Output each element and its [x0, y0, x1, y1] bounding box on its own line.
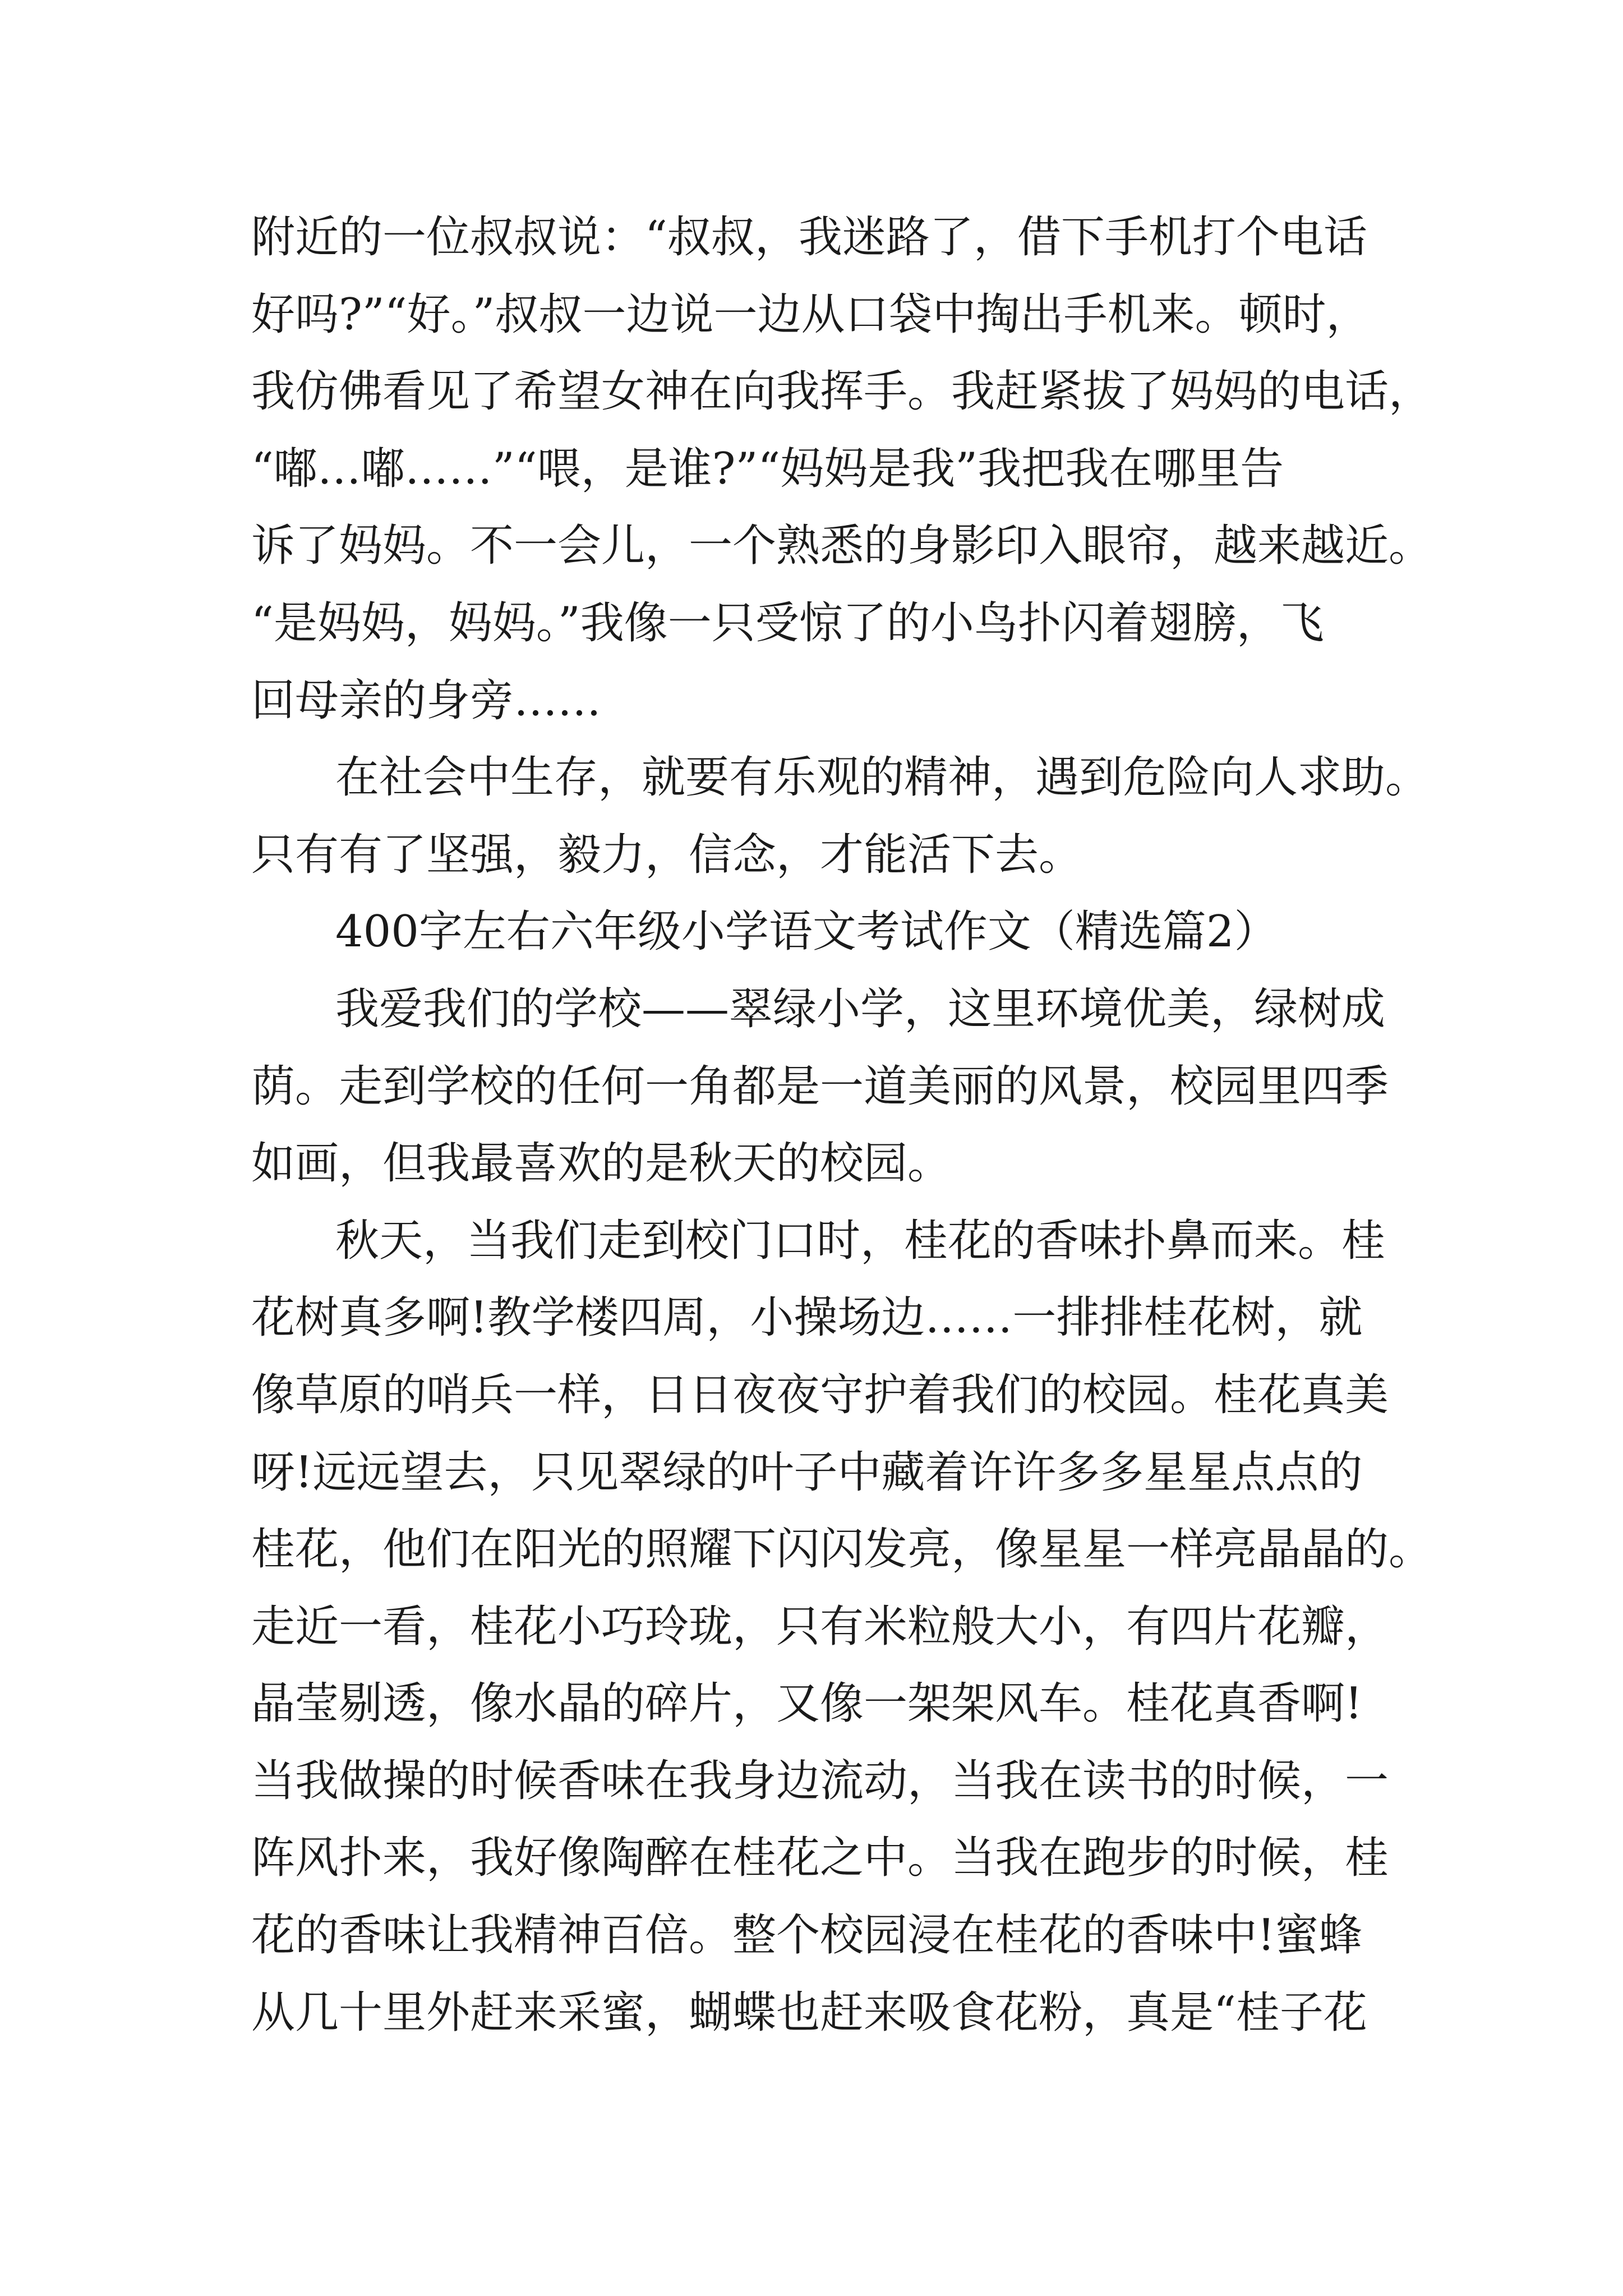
text-line: 我爱我们的学校——翠绿小学，这里环境优美，绿树成	[335, 983, 1386, 1034]
text-line: 附近的一位叔叔说：“叔叔，我迷路了，借下手机打个电话	[251, 212, 1367, 263]
text-line: 阵风扑来，我好像陶醉在桂花之中。当我在跑步的时候，桂	[251, 1833, 1389, 1884]
essay-text	[251, 199, 1433, 2051]
text-line: 只有有了坚强，毅力，信念，才能活下去。	[251, 829, 1083, 880]
text-line: 诉了妈妈。不一会儿，一个熟悉的身影印入眼帘，越来越近。	[251, 521, 1433, 572]
text-line: 桂花，他们在阳光的照耀下闪闪发亮，像星星一样亮晶晶的。	[251, 1524, 1433, 1575]
text-line: 荫。走到学校的任何一角都是一道美丽的风景，校园里四季	[251, 1061, 1389, 1112]
text-line: 花树真多啊!教学楼四周，小操场边……一排排桂花树，就	[251, 1292, 1363, 1343]
text-line: 花的香味让我精神百倍。整个校园浸在桂花的香味中!蜜蜂	[251, 1910, 1363, 1961]
text-line: 走近一看，桂花小巧玲珑，只有米粒般大小，有四片花瓣，	[251, 1601, 1389, 1652]
text-line: 我仿佛看见了希望女神在向我挥手。我赶紧拔了妈妈的电话，	[251, 366, 1433, 417]
text-line: 400字左右六年级小学语文考试作文（精选篇2）	[335, 907, 1278, 958]
text-line: 当我做操的时候香味在我身边流动，当我在读书的时候，一	[251, 1755, 1389, 1806]
text-line: “是妈妈，妈妈。”我像一只受惊了的小鸟扑闪着翅膀，飞	[251, 597, 1324, 648]
text-line: 从几十里外赶来采蜜，蝴蝶也赶来吸食花粉，真是“桂子花	[251, 1987, 1367, 2038]
text-line: 秋天，当我们走到校门口时，桂花的香味扑鼻而来。桂	[335, 1215, 1386, 1266]
text-line: 晶莹剔透，像水晶的碎片，又像一架架风车。桂花真香啊!	[251, 1678, 1363, 1729]
text-line: “嘟…嘟……”“喂，是谁?”“妈妈是我”我把我在哪里告	[251, 443, 1284, 494]
text-line: 像草原的哨兵一样，日日夜夜守护着我们的校园。桂花真美	[251, 1369, 1389, 1420]
text-line: 如画，但我最喜欢的是秋天的校园。	[251, 1138, 952, 1189]
text-line: 在社会中生存，就要有乐观的精神，遇到危险向人求助。	[335, 752, 1430, 803]
text-line: 好吗?”“好。”叔叔一边说一边从口袋中掏出手机来。顿时，	[251, 289, 1370, 340]
text-line: 回母亲的身旁……	[251, 675, 602, 726]
text-line: 呀!远远望去，只见翠绿的叶子中藏着许许多多星星点点的	[251, 1447, 1363, 1498]
